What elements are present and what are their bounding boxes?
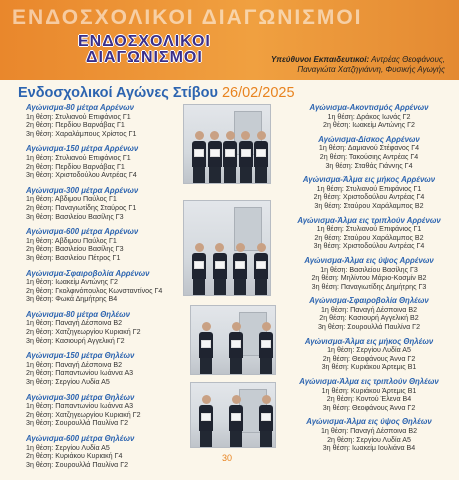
event-name: Αγώνισμα-80 μέτρα Θηλέων — [26, 309, 130, 319]
event-block — [283, 338, 455, 372]
header-banner — [0, 0, 459, 80]
student-figure — [259, 395, 273, 447]
placement-line: 2η θέση: Παπαντωνίου Ιωάννα Α3 — [26, 369, 134, 378]
event-block — [283, 297, 455, 331]
event-block — [26, 104, 191, 138]
event-name: Αγώνισμα-300 μέτρα Αρρένων — [26, 185, 139, 195]
event-name: Αγώνισμα-Άλμα εις τριπλούν Αρρένων — [297, 215, 441, 225]
resp-names-2: Παναγιώτα Χατζηγιάννη, Φυσικής Αγωγής — [297, 65, 445, 74]
event-name: Αγώνισμα-300 μέτρα Θηλέων — [26, 392, 135, 402]
placement-line: 3η θέση: Φωκά Δημήτρης Β4 — [26, 295, 118, 304]
event-name: Αγώνισμα-Άλμα εις ύψος Θηλέων — [306, 417, 432, 427]
placement-line: 2η θέση: Χατζηγεωργίου Κυριακή Γ2 — [26, 328, 141, 337]
event-name: Αγώνισμα-Άλμα εις μήκος Θηλέων — [304, 336, 434, 346]
photo-boys-sprint-winners — [183, 104, 271, 184]
placement-line: 1η θέση: Ιωακείμ Αντώνης Γ2 — [26, 278, 118, 287]
placement-line: 1η θέση: Σεργίου Λυδία Α5 — [26, 443, 110, 452]
placement-line: 3η θέση: Βασιλείου Βασίλης Γ3 — [26, 212, 124, 221]
placement-line: 2η θέση: Σταύρου Χαράλαμπος Β2 — [314, 233, 424, 242]
right-results-column — [283, 104, 455, 459]
event-block — [26, 352, 191, 386]
student-figure — [239, 131, 253, 183]
placement-line: 1η θέση: Στυλιανού Επιφάνιος Γ1 — [26, 112, 131, 121]
placement-line: 1η θέση: Παναγή Δέσποινα Β2 — [26, 319, 123, 328]
event-block — [26, 435, 191, 469]
placement-line: 1η θέση: Στυλιανού Επιφάνιος Γ1 — [26, 153, 131, 162]
event-block — [283, 418, 455, 452]
event-name: Αγώνισμα-600 μέτρα Θηλέων — [26, 434, 135, 443]
placement-line: 1η θέση: Βασιλείου Βασίλης Γ3 — [320, 265, 418, 274]
placement-line: 1η θέση: Στυλιανού Επιφάνιος Γ1 — [316, 225, 422, 234]
event-name: Αγώνισμα-150 μέτρα Αρρένων — [26, 144, 139, 154]
placement-line: 1η θέση: Σεργίου Λυδία Α5 — [327, 346, 411, 355]
placement-line: 2η θέση: Κυριάκου Κυριακή Γ4 — [26, 452, 123, 461]
placement-line: 2η θέση: Ιωακείμ Αντώνης Γ2 — [323, 121, 415, 130]
placement-line: 3η θέση: Κυριάκου Άρτεμις Β1 — [321, 363, 417, 372]
resp-names-1: Αντρέας Θεοφάνους, — [371, 55, 445, 64]
student-figure — [259, 322, 273, 374]
section-date: 26/02/2025 — [221, 85, 295, 101]
event-name: Αγώνισμα-Δίσκος Αρρένων — [318, 134, 420, 144]
placement-line: 2η θέση: Παναγιωτίδης Σταύρος Γ1 — [26, 203, 137, 212]
placement-line: 2η θέση: Γκολφινόπουλος Κωνσταντίνος Γ4 — [26, 286, 163, 295]
placement-line: 2η θέση: Περδίου Βαρνάβας Γ1 — [26, 121, 125, 130]
event-name: Αγώνισμα-Άλμα εις τριπλούν Θηλέων — [299, 377, 439, 387]
placement-line: 3η θέση: Κασιουρή Αγγελική Γ2 — [26, 336, 125, 345]
placement-line: 3η θέση: Παναγιωτίδης Δημήτρης Γ3 — [311, 282, 427, 291]
placement-line: 2η θέση: Σεργίου Λυδία Α5 — [327, 435, 411, 444]
event-name: Αγώνισμα-Σφαιροβολία Θηλέων — [309, 296, 429, 306]
section-title-text: Ενδοσχολικοί Αγώνες Στίβου — [18, 85, 218, 101]
student-figure — [192, 131, 206, 183]
placement-line: 1η θέση: Αβδιμου Παύλος Γ1 — [26, 195, 117, 204]
banner-title: ΕΝΔΟΣΧΟΛΙΚΟΙ ΔΙΑΓΩΝΙΣΜΟΙ — [12, 6, 363, 29]
student-figure — [233, 243, 247, 295]
placement-line: 3η θέση: Χριστοδούλου Αντρέας Γ4 — [313, 242, 425, 251]
event-block — [283, 217, 455, 251]
placement-line: 1η θέση: Κυριάκου Άρτεμις Β1 — [321, 386, 417, 395]
event-name: Αγώνισμα-80 μέτρα Αρρένων — [26, 103, 134, 112]
event-name: Αγώνισμα-Σφαιροβολία Αρρένων — [26, 268, 150, 278]
student-figure — [229, 322, 243, 374]
resp-label: Υπεύθυνοι Εκπαιδευτικοί: — [270, 55, 370, 64]
placement-line: 2η θέση: Μηλίντου Μάριο-Κοσμίν Β2 — [311, 274, 427, 283]
placement-line: 1η θέση: Παναγή Δέσποινα Β2 — [320, 427, 418, 435]
placement-line: 3η θέση: Σουρουλλά Παυλίνα Γ2 — [317, 323, 421, 332]
placement-line: 3η θέση: Χαραλάμπους Χρίστος Γ1 — [26, 129, 137, 138]
placement-line: 1η θέση: Παπαντωνίου Ιωάννα Α3 — [26, 402, 134, 411]
placement-line: 2η θέση: Βασιλείου Βασίλης Γ3 — [26, 245, 124, 254]
student-figure — [223, 131, 237, 183]
event-block — [283, 104, 455, 130]
student-figure — [254, 131, 268, 183]
student-figure — [213, 243, 227, 295]
photo-girls-sprint-winners — [190, 305, 276, 375]
event-name: Αγώνισμα-Ακοντισμός Αρρένων — [309, 103, 429, 112]
student-figure — [229, 395, 243, 447]
banner-stamp — [78, 34, 211, 66]
placement-line: 3η θέση: Σταύρου Χαράλαμπος Β2 — [314, 201, 424, 210]
placement-line: 3η θέση: Σουρουλλά Παυλίνα Γ2 — [26, 419, 129, 428]
placement-line: 2η θέση: Χριστοδούλου Αντρέας Γ4 — [313, 193, 425, 202]
placement-line: 2η θέση: Θεοφάνους Άννα Γ2 — [322, 354, 416, 363]
event-block — [26, 228, 191, 262]
placement-line: 3η θέση: Σταθάς Γιάννης Γ4 — [325, 161, 413, 170]
page-number: 30 — [222, 453, 233, 463]
event-block — [26, 145, 191, 179]
placement-line: 1η θέση: Στυλιανού Επιφάνιος Γ1 — [316, 184, 422, 193]
placement-line: 2η θέση: Περδίου Βαρνάβας Γ1 — [26, 162, 125, 171]
event-block — [283, 176, 455, 210]
event-block — [26, 270, 191, 304]
event-name: Αγώνισμα-150 μέτρα Θηλέων — [26, 351, 135, 361]
student-figure — [192, 243, 206, 295]
placement-line: 3η θέση: Θεοφάνους Άννα Γ2 — [322, 403, 416, 412]
event-name: Αγώνισμα-Άλμα εις ύψος Αρρένων — [304, 255, 434, 265]
responsible-teachers — [271, 55, 445, 75]
placement-line: 3η θέση: Βασιλείου Πέτρος Γ1 — [26, 253, 121, 262]
student-figure — [199, 395, 213, 447]
event-block — [26, 187, 191, 221]
left-results-column — [26, 104, 191, 476]
placement-line: 1η θέση: Αβδιμου Παύλος Γ1 — [26, 236, 117, 245]
event-block — [26, 311, 191, 345]
placement-line: 1η θέση: Παναγή Δέσποινα Β2 — [320, 305, 418, 314]
event-block — [283, 136, 455, 170]
photo-girls-distance-winners — [190, 382, 276, 448]
event-name: Αγώνισμα-600 μέτρα Αρρένων — [26, 227, 139, 237]
event-name: Αγώνισμα-Άλμα εις μήκος Αρρένων — [302, 175, 436, 185]
placement-line: 2η θέση: Κασιουρή Αγγελική Β2 — [319, 314, 419, 323]
section-title — [18, 85, 295, 101]
placement-line: 2η θέση: Τακούσιης Αντρέας Γ4 — [319, 152, 419, 161]
stamp-line-2: ΔΙΑΓΩΝΙΣΜΟΙ — [86, 49, 203, 66]
placement-line: 2η θέση: Κοντού Έλενα Β4 — [326, 395, 412, 404]
placement-line: 3η θέση: Χριστοδούλου Αντρέας Γ4 — [26, 171, 137, 180]
event-block — [26, 394, 191, 428]
event-block — [283, 257, 455, 291]
event-block — [283, 378, 455, 412]
placement-line: 3η θέση: Σουρουλλά Παυλίνα Γ2 — [26, 460, 129, 469]
placement-line: 1η θέση: Δράκος Ιωνάς Γ2 — [327, 112, 411, 121]
placement-line: 2η θέση: Χατζηγεωργίου Κυριακή Γ2 — [26, 410, 141, 419]
student-figure — [208, 131, 222, 183]
student-figure — [199, 322, 213, 374]
photo-boys-distance-winners — [183, 200, 271, 296]
placement-line: 3η θέση: Σεργίου Λυδία Α5 — [26, 378, 110, 387]
student-figure — [254, 243, 268, 295]
placement-line: 1η θέση: Παναγή Δέσποινα Β2 — [26, 360, 123, 369]
placement-line: 1η θέση: Δαμιανού Στέφανος Γ4 — [318, 144, 420, 153]
placement-line: 3η θέση: Ιωακείμ Ιουλιάνα Β4 — [322, 444, 416, 453]
stamp-line-1: ΕΝΔΟΣΧΟΛΙΚΟΙ — [78, 33, 211, 50]
